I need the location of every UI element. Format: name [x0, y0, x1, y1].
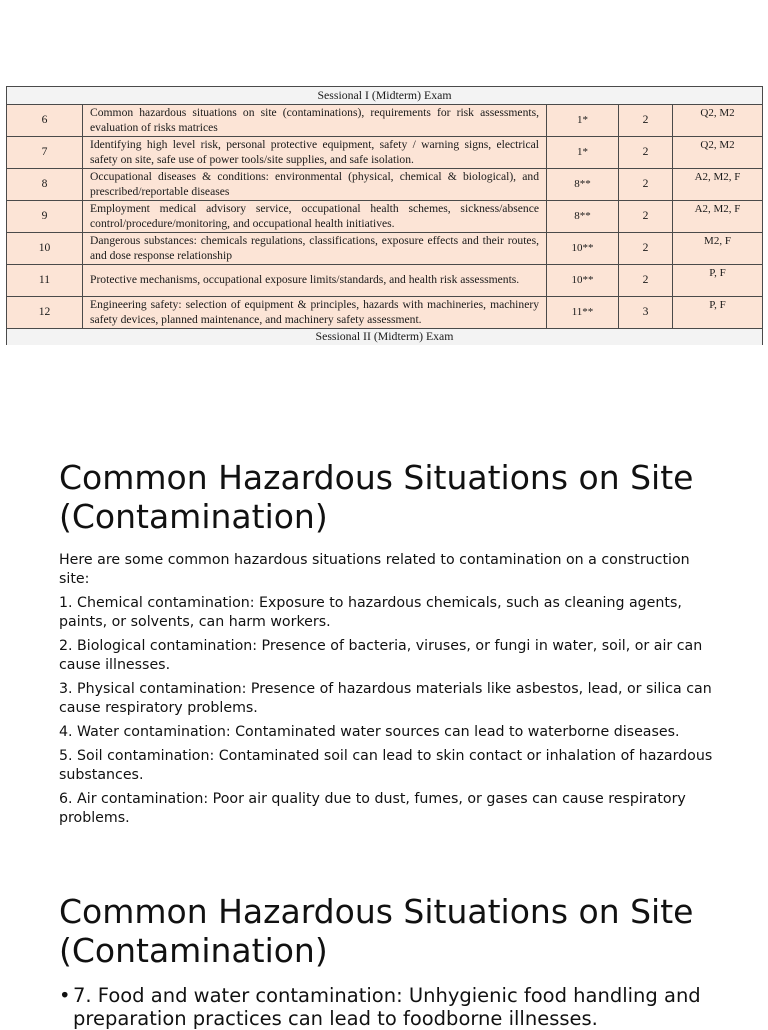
- slide-1-intro: Here are some common hazardous situations related to contamination on a construction site:: [59, 552, 690, 587]
- reference-cell: 8**: [547, 169, 619, 201]
- table-row: [7, 169, 763, 201]
- session-label-top: Sessional I (Midterm) Exam: [7, 87, 763, 105]
- topic-cell: Protective mechanisms, occupational exposure limits/standards, and health risk assessments.: [83, 265, 547, 297]
- table-row: [7, 201, 763, 233]
- list-item: 1. Chemical contamination: Exposure to hazardous chemicals, such as cleaning agents, paints, or solvents, can harm workers.: [59, 595, 682, 630]
- assessment-cell: A2, M2, F: [673, 201, 763, 233]
- hours-cell: 2: [619, 233, 673, 265]
- hours-cell: 2: [619, 201, 673, 233]
- reference-cell: 1*: [547, 137, 619, 169]
- topic-cell: Engineering safety: selection of equipment & principles, hazards with machineries, machinery safety devices, planned maintenance, and machinery safety assessment.: [83, 297, 547, 329]
- week-number-cell: 6: [7, 105, 83, 137]
- week-number-cell: 10: [7, 233, 83, 265]
- list-item-text: 7. Food and water contamination: Unhygienic food handling and preparation practices can lead to foodborne illnesses.: [73, 984, 701, 1030]
- hours-cell: 2: [619, 105, 673, 137]
- topic-cell: Dangerous substances: chemicals regulations, classifications, exposure effects and their routes, and dose response relationship: [83, 233, 547, 265]
- list-item: [59, 984, 719, 1030]
- reference-cell: 1*: [547, 105, 619, 137]
- syllabus-table: [6, 86, 763, 345]
- table-row: [7, 265, 763, 297]
- assessment-cell: A2, M2, F: [673, 169, 763, 201]
- topic-cell: Common hazardous situations on site (contaminations), requirements for risk assessments, evaluation of risks matrices: [83, 105, 547, 137]
- topic-cell: Occupational diseases & conditions: environmental (physical, chemical & biological), and prescribed/reportable diseases: [83, 169, 547, 201]
- slide-2-title: Common Hazardous Situations on Site (Contamination): [59, 892, 694, 970]
- week-number-cell: 8: [7, 169, 83, 201]
- table-session-row-bottom: [7, 329, 763, 346]
- bullet-icon: •: [59, 984, 71, 1007]
- week-number-cell: 11: [7, 265, 83, 297]
- reference-cell: 8**: [547, 201, 619, 233]
- slide-1-title: Common Hazardous Situations on Site (Contamination): [59, 458, 694, 536]
- table-row: [7, 297, 763, 329]
- hours-cell: 2: [619, 169, 673, 201]
- week-number-cell: 12: [7, 297, 83, 329]
- hours-cell: 3: [619, 297, 673, 329]
- list-item: 5. Soil contamination: Contaminated soil can lead to skin contact or inhalation of hazardous substances.: [59, 748, 713, 783]
- reference-cell: 10**: [547, 233, 619, 265]
- table-row: [7, 137, 763, 169]
- list-item: 2. Biological contamination: Presence of bacteria, viruses, or fungi in water, soil, or air can cause illnesses.: [59, 638, 703, 673]
- hours-cell: 2: [619, 137, 673, 169]
- list-item: 4. Water contamination: Contaminated water sources can lead to waterborne diseases.: [59, 724, 680, 740]
- assessment-cell: P, F: [673, 297, 763, 329]
- assessment-cell: Q2, M2: [673, 137, 763, 169]
- reference-cell: 10**: [547, 265, 619, 297]
- list-item: 3. Physical contamination: Presence of hazardous materials like asbestos, lead, or silica can cause respiratory problems.: [59, 681, 712, 716]
- week-number-cell: 7: [7, 137, 83, 169]
- assessment-cell: M2, F: [673, 233, 763, 265]
- assessment-cell: P, F: [673, 265, 763, 297]
- table-row: [7, 105, 763, 137]
- slide-2-bullet-list: [59, 984, 719, 1030]
- assessment-cell: Q2, M2: [673, 105, 763, 137]
- hours-cell: 2: [619, 265, 673, 297]
- table-session-row-top: [7, 87, 763, 105]
- topic-cell: Employment medical advisory service, occupational health schemes, sickness/absence control/procedure/monitoring, and occupational health initiatives.: [83, 201, 547, 233]
- table-row: [7, 233, 763, 265]
- syllabus-table-region: [6, 86, 762, 345]
- week-number-cell: 9: [7, 201, 83, 233]
- session-label-bottom: Sessional II (Midterm) Exam: [7, 329, 763, 346]
- reference-cell: 11**: [547, 297, 619, 329]
- slide-1-body: [59, 551, 719, 833]
- topic-cell: Identifying high level risk, personal protective equipment, safety / warning signs, electrical safety on site, safe use of power tools/site supplies, and safe isolation.: [83, 137, 547, 169]
- list-item: 6. Air contamination: Poor air quality due to dust, fumes, or gases can cause respiratory problems.: [59, 791, 686, 826]
